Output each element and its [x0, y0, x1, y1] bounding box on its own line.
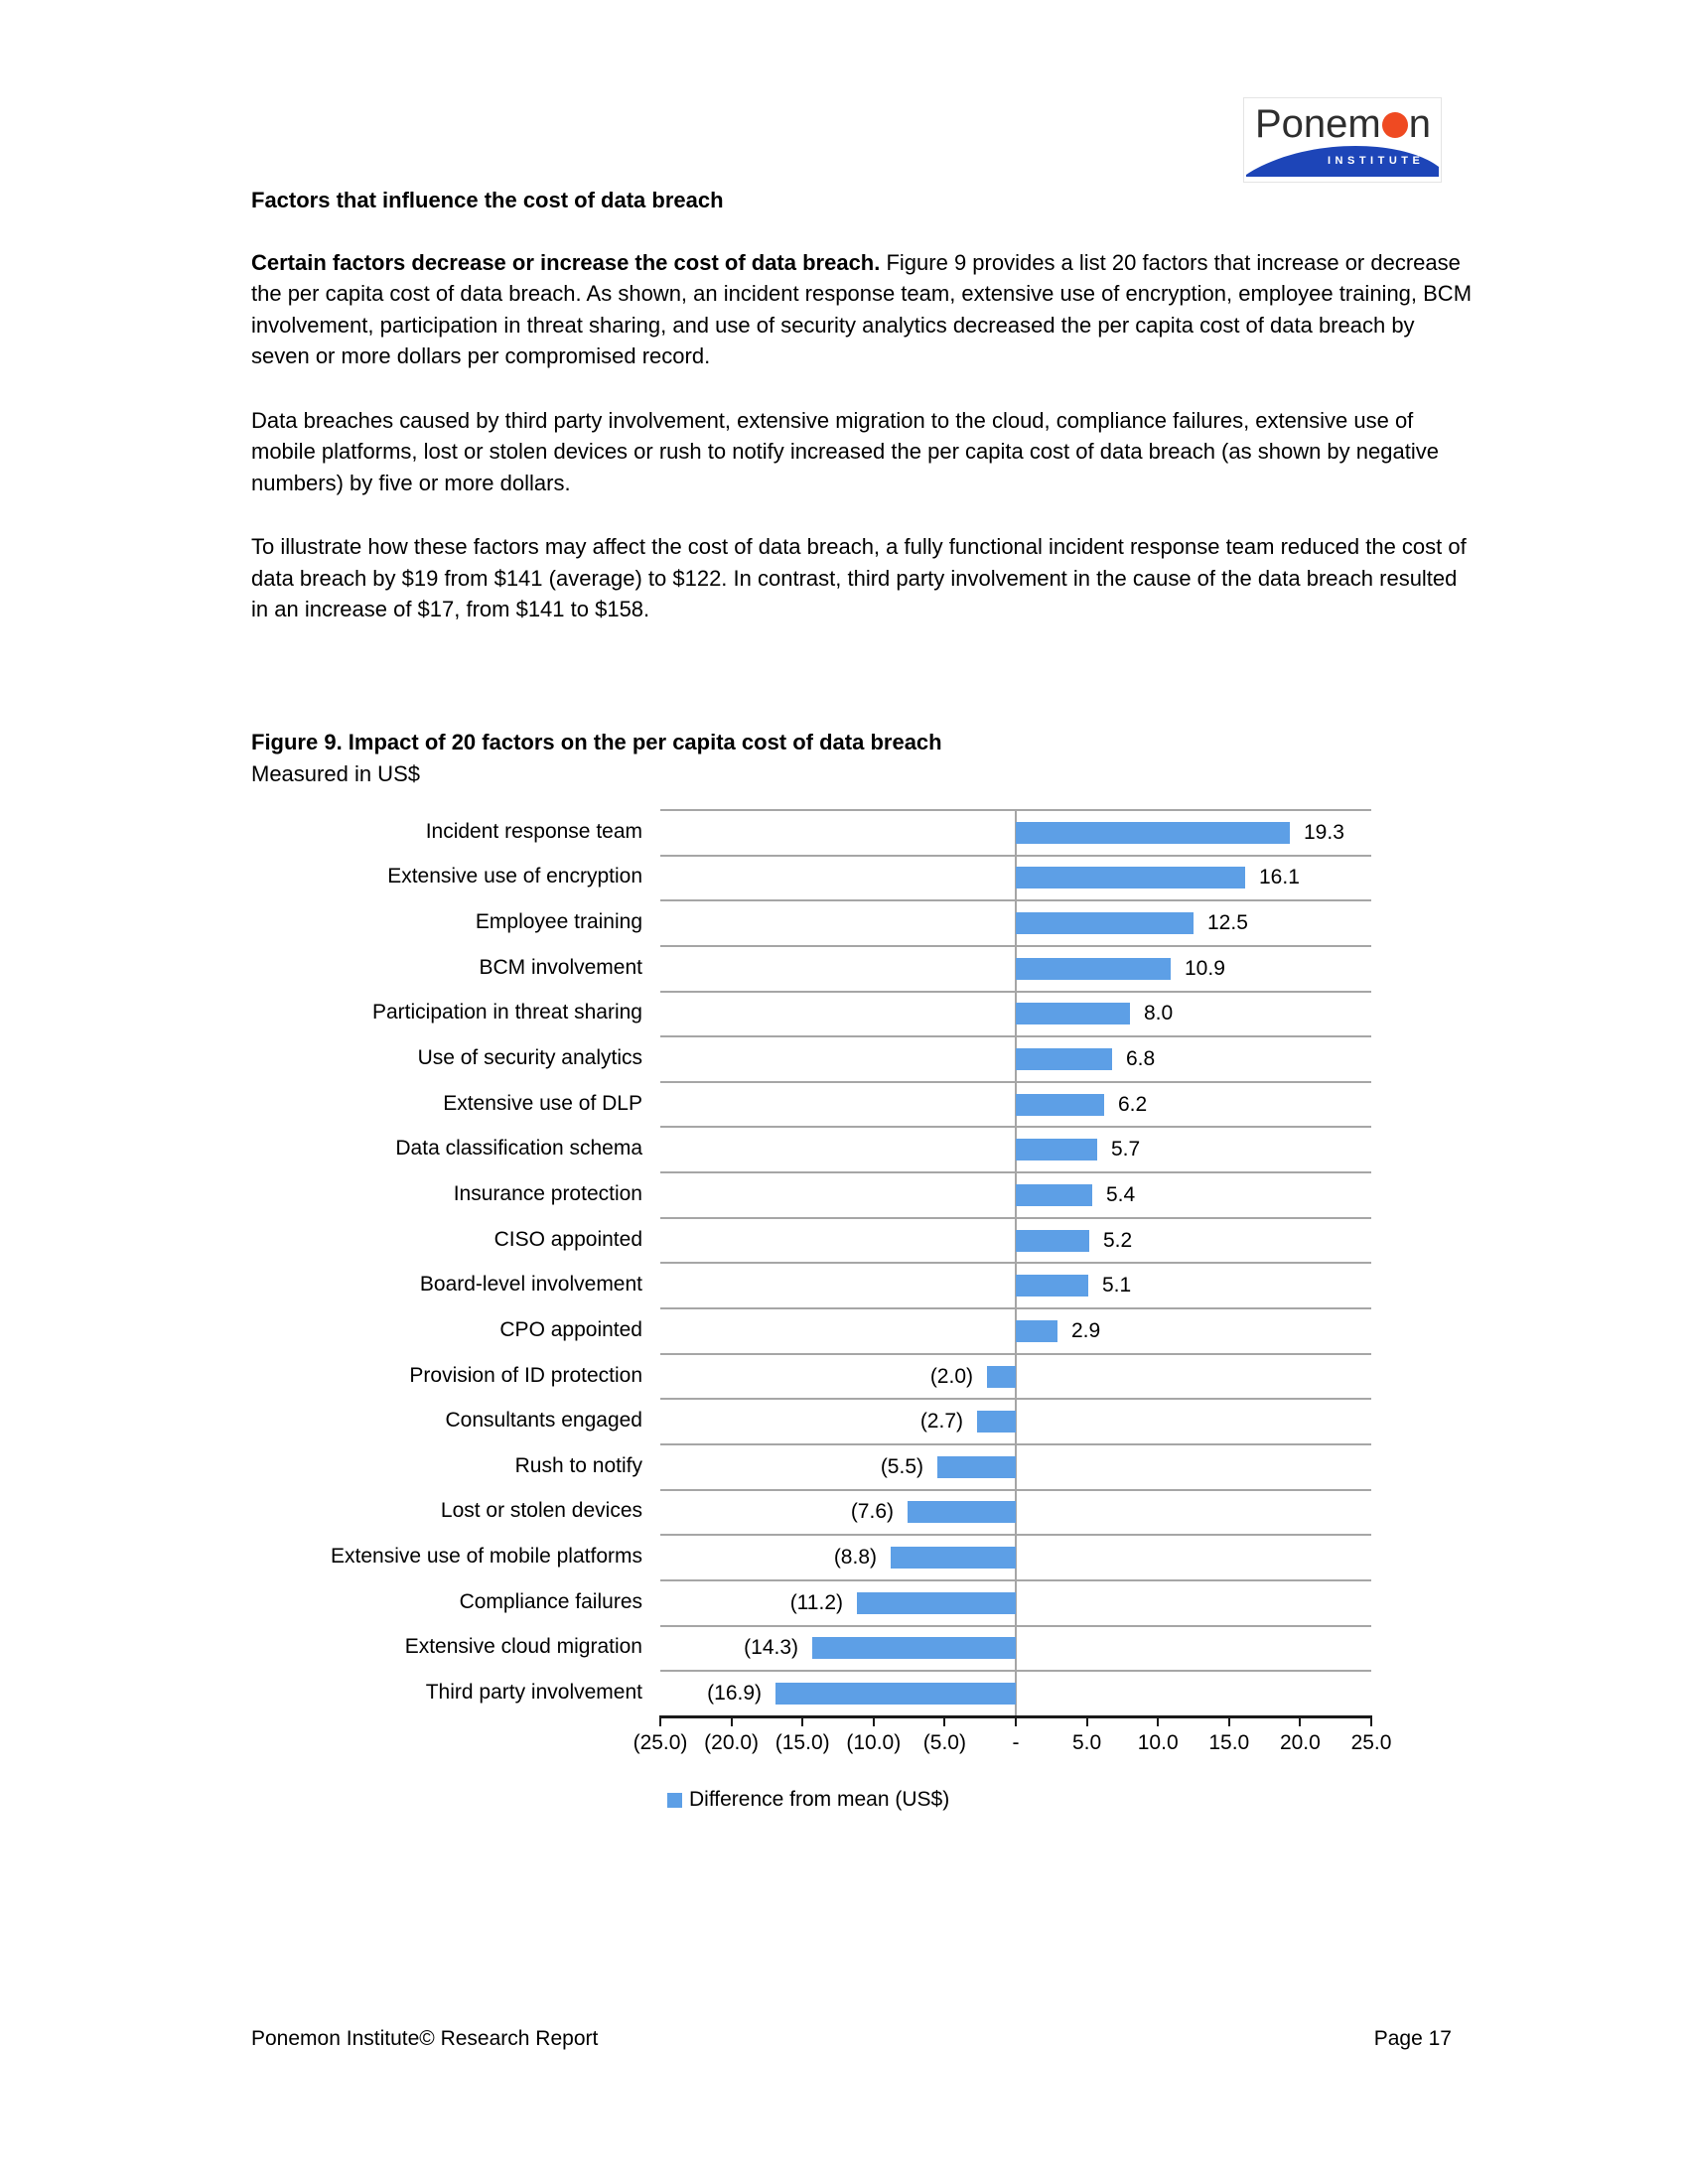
bar — [908, 1501, 1016, 1523]
category-label: Data classification schema — [395, 1137, 642, 1160]
axis-tick — [943, 1715, 945, 1726]
bar — [1016, 1003, 1130, 1024]
axis-tick-label: 15.0 — [1208, 1731, 1250, 1754]
bar — [937, 1456, 1016, 1478]
value-label: 19.3 — [1304, 820, 1344, 844]
value-label: 5.4 — [1106, 1182, 1136, 1206]
axis-tick-label: (15.0) — [774, 1731, 830, 1754]
value-label: (11.2) — [789, 1590, 843, 1614]
plot-cell — [660, 1262, 1371, 1307]
category-label: Insurance protection — [453, 1181, 642, 1205]
category-label: Consultants engaged — [445, 1409, 642, 1433]
chart-row — [251, 1398, 1371, 1443]
value-label: (16.9) — [707, 1681, 762, 1705]
plot-cell — [660, 1489, 1371, 1535]
footer-page-number: Page 17 — [1373, 2027, 1452, 2050]
axis-tick-label: (10.0) — [846, 1731, 902, 1754]
logo-brand-prefix: Ponem — [1255, 102, 1381, 146]
axis-tick — [659, 1715, 661, 1726]
chart-row — [251, 1307, 1371, 1353]
chart-row — [251, 991, 1371, 1036]
plot-cell — [660, 855, 1371, 900]
axis-tick-label: - — [1012, 1731, 1020, 1754]
plot-cell — [660, 991, 1371, 1036]
category-label: Rush to notify — [514, 1453, 642, 1477]
chart-row — [251, 1217, 1371, 1263]
chart-row — [251, 1489, 1371, 1535]
bar — [1016, 1139, 1097, 1160]
section-heading: Factors that influence the cost of data breach — [251, 188, 724, 212]
axis-tick-label: (5.0) — [922, 1731, 966, 1754]
logo-institute-label: INSTITUTE — [1328, 155, 1425, 167]
chart-row — [251, 1625, 1371, 1671]
value-label: 5.1 — [1102, 1274, 1132, 1297]
category-label: Extensive use of DLP — [443, 1091, 642, 1115]
value-label: 2.9 — [1071, 1318, 1101, 1342]
plot-cell — [660, 1443, 1371, 1489]
chart-row — [251, 1126, 1371, 1171]
category-label: Compliance failures — [459, 1589, 642, 1613]
plot-cell — [660, 1081, 1371, 1127]
chart-row — [251, 1171, 1371, 1217]
axis-tick — [1228, 1715, 1230, 1726]
figure-subcaption: Measured in US$ — [251, 761, 420, 786]
category-label: CPO appointed — [499, 1317, 642, 1341]
paragraph-3 — [251, 531, 1475, 625]
bar — [1016, 1094, 1104, 1116]
axis-tick — [1015, 1715, 1017, 1726]
chart-row — [251, 809, 1371, 855]
value-label: (2.0) — [929, 1364, 973, 1388]
plot-cell — [660, 1534, 1371, 1579]
bar — [1016, 958, 1171, 980]
ponemon-logo — [1243, 97, 1442, 183]
category-label: Use of security analytics — [417, 1046, 642, 1070]
category-label: Provision of ID protection — [409, 1363, 642, 1387]
value-label: (2.7) — [919, 1410, 963, 1433]
plot-cell — [660, 1579, 1371, 1625]
chart-rows — [251, 809, 1371, 1715]
category-label: Extensive use of encryption — [387, 865, 642, 888]
value-label: 6.2 — [1118, 1092, 1148, 1116]
chart-row — [251, 1534, 1371, 1579]
paragraph-1 — [251, 247, 1475, 372]
chart-row — [251, 1035, 1371, 1081]
bar — [1016, 1320, 1057, 1342]
axis-tick — [1157, 1715, 1159, 1726]
axis-tick-label: 20.0 — [1279, 1731, 1321, 1754]
category-label: BCM involvement — [479, 955, 642, 979]
category-label: Third party involvement — [425, 1680, 642, 1704]
category-label: Lost or stolen devices — [440, 1499, 642, 1523]
legend-swatch — [667, 1793, 682, 1808]
category-label: Employee training — [475, 910, 642, 934]
bar — [977, 1411, 1016, 1433]
plot-cell — [660, 1307, 1371, 1353]
legend-label: Difference from mean (US$) — [689, 1788, 950, 1811]
plot-cell — [660, 1353, 1371, 1399]
plot-cell — [660, 1171, 1371, 1217]
category-label: Extensive cloud migration — [404, 1635, 642, 1659]
paragraph-3-body: To illustrate how these factors may affect the cost of data breach, a fully functional incident response team reduced the cost of data breach by $19 from $141 (average) to $122. In contrast, third party involvement in the cause of the data breach resulted in an increase of $17, from $141 to $158. — [251, 534, 1467, 621]
plot-cell — [660, 1670, 1371, 1715]
plot-cell — [660, 1217, 1371, 1263]
logo-orange-dot-icon — [1382, 112, 1408, 138]
logo-brand-suffix: n — [1408, 102, 1431, 146]
category-label: Participation in threat sharing — [372, 1001, 642, 1024]
value-label: 5.7 — [1111, 1138, 1141, 1161]
paragraph-1-body: Figure 9 provides a list 20 factors that increase or decrease the per capita cost of data breach. As shown, an incident response team, extensive use of encryption, employee training, BCM involvement, participation in threat sharing, and use of security analytics decreased the per capita cost of data breach by seven or more dollars per compromised record. — [251, 249, 1473, 368]
axis-tick-label: 5.0 — [1071, 1731, 1102, 1754]
paragraph-1-lead: Certain factors decrease or increase the cost of data breach. — [251, 249, 881, 275]
chart-row — [251, 1670, 1371, 1715]
plot-cell — [660, 899, 1371, 945]
axis-tick-label: (20.0) — [704, 1731, 760, 1754]
axis-tick — [1299, 1715, 1301, 1726]
paragraph-2-body: Data breaches caused by third party involvement, extensive migration to the cloud, compliance failures, extensive use of mobile platforms, lost or stolen devices or rush to notify increased the per capita cost of data breach (as shown by negative numbers) by five or more dollars. — [251, 407, 1439, 495]
bar — [1016, 1184, 1092, 1206]
figure-caption: Figure 9. Impact of 20 factors on the per capita cost of data breach — [251, 730, 942, 754]
value-label: 6.8 — [1126, 1047, 1156, 1071]
value-label: 16.1 — [1259, 866, 1300, 889]
chart-row — [251, 855, 1371, 900]
bar — [775, 1683, 1016, 1705]
axis-tick — [1086, 1715, 1088, 1726]
plot-cell — [660, 1126, 1371, 1171]
bar — [1016, 1230, 1089, 1252]
plot-cell — [660, 1625, 1371, 1671]
page-footer — [251, 2027, 1452, 2051]
bar — [1016, 822, 1290, 844]
value-label: (7.6) — [850, 1500, 894, 1524]
category-label: Incident response team — [425, 819, 642, 843]
bar — [987, 1366, 1016, 1388]
axis-tick-label: 25.0 — [1350, 1731, 1392, 1754]
plot-cell — [660, 809, 1371, 855]
plot-cell — [660, 1398, 1371, 1443]
value-label: (8.8) — [833, 1546, 877, 1570]
logo-brand — [1255, 102, 1431, 147]
category-label: Board-level involvement — [419, 1273, 642, 1297]
category-label: Extensive use of mobile platforms — [331, 1545, 642, 1569]
footer-left: Ponemon Institute© Research Report — [251, 2027, 599, 2050]
chart-row — [251, 1353, 1371, 1399]
bar — [812, 1637, 1016, 1659]
value-label: 10.9 — [1185, 956, 1225, 980]
axis-tick — [1370, 1715, 1372, 1726]
axis-tick — [801, 1715, 803, 1726]
value-label: (5.5) — [880, 1454, 923, 1478]
bar — [1016, 912, 1194, 934]
plot-cell — [660, 1035, 1371, 1081]
axis-tick — [731, 1715, 733, 1726]
figure9-bar-chart — [251, 809, 1392, 1812]
paragraph-2 — [251, 405, 1475, 499]
bar — [1016, 1048, 1112, 1070]
plot-cell — [660, 945, 1371, 991]
bar — [1016, 1275, 1088, 1297]
bar — [1016, 867, 1245, 888]
chart-row — [251, 1081, 1371, 1127]
axis-tick-label: 10.0 — [1137, 1731, 1179, 1754]
body-text — [251, 185, 1475, 658]
value-label: 8.0 — [1144, 1002, 1174, 1025]
axis-tick-label: (25.0) — [633, 1731, 688, 1754]
chart-row — [251, 1443, 1371, 1489]
value-label: (14.3) — [744, 1636, 798, 1660]
chart-row — [251, 899, 1371, 945]
bar — [891, 1547, 1016, 1569]
category-label: CISO appointed — [493, 1227, 642, 1251]
chart-row — [251, 1262, 1371, 1307]
chart-legend — [667, 1788, 949, 1812]
chart-row — [251, 945, 1371, 991]
chart-row — [251, 1579, 1371, 1625]
value-label: 5.2 — [1103, 1228, 1133, 1252]
bar — [857, 1592, 1016, 1614]
value-label: 12.5 — [1207, 911, 1248, 935]
axis-tick — [873, 1715, 875, 1726]
